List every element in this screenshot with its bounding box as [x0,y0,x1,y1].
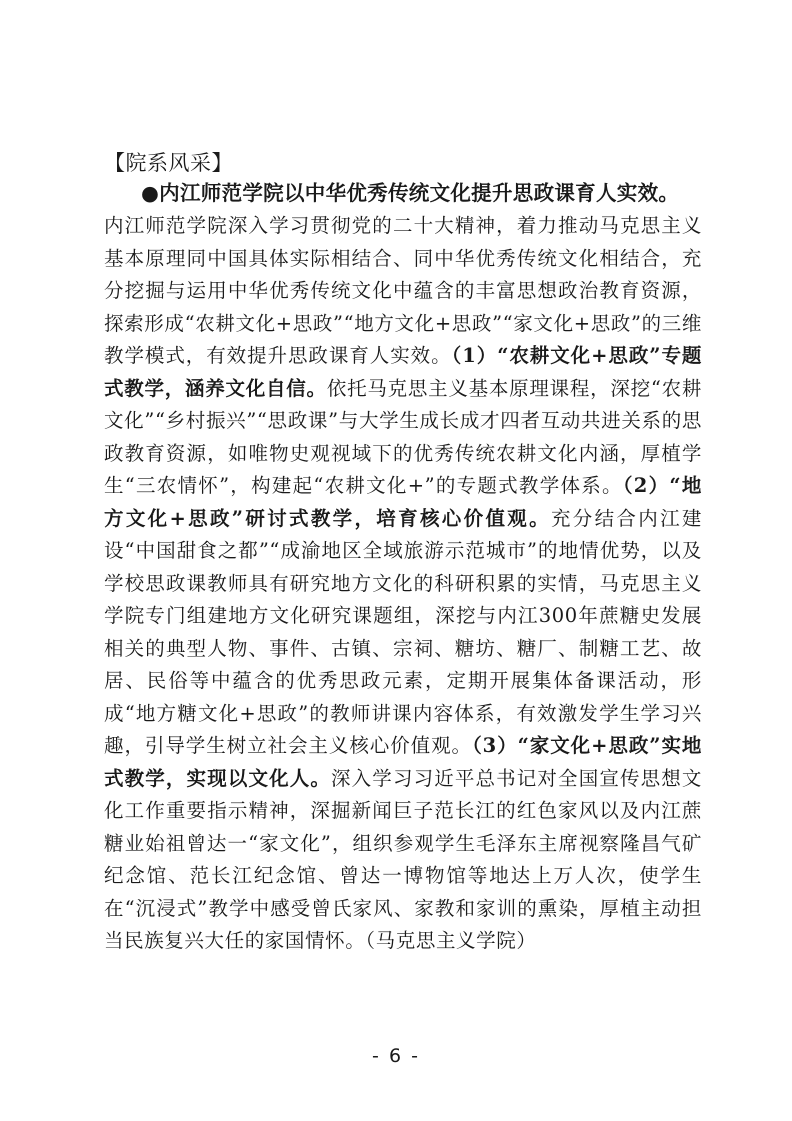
page-number: - 6 - [372,1045,420,1067]
intro-paragraph: 内江师范学院深入学习贯彻党的二十大精神，着力推动马克思主义基本原理同中国具体实际相结合、同中华优秀传统文化相结合，充分挖掘与运用中华优秀传统文化中蕴含的丰富思想政治教育资源，探索形成“农耕文化+思政”“地方文化+思政”“家文化+思政”的三维教学模式，有效提升思政课育人实效。 [104,214,702,367]
point2-title: （2）“地方文化+思政”研讨式教学，培育核心价值观。 [104,474,702,530]
point3-body: 深入学习习近平总书记对全国宣传思想文化工作重要指示精神，深掘新闻巨子范长江的红色家风以及内江蔗糖业始祖曾达一“家文化”，组织参观学生毛泽东主席视察隆昌气矿纪念馆、范长江纪念馆、曾达一博物馆等地达上万人次，使学生在“沉浸式”教学中感受曾氏家风、家教和家训的熏染，厚植主动担当民族复兴大任的家国情怀。（马克思主义学院） [104,766,702,952]
article-body [104,210,702,958]
point1-body: 依托马克思主义基本原理课程，深挖“农耕文化”“乡村振兴”“思政课”与大学生成长成才四者互动共进关系的思政教育资源，如唯物史观视域下的优秀传统农耕文化内涵，厚植学生“三农情怀”，构建起“农耕文化+”的专题式教学体系。 [104,376,703,497]
section-label: 【院系风采】 [104,151,233,175]
point1-title: （1）“农耕文化+思政”专题式教学，涵养文化自信。 [104,344,702,400]
news-headline: ●内江师范学院以中华优秀传统文化提升思政课育人实效。 [141,181,680,205]
point2-body: 充分结合内江建设“中国甜食之都”“成渝地区全域旅游示范城市”的地情优势，以及学校思政课教师具有研究地方文化的科研积累的实情，马克思主义学院专门组建地方文化研究课题组，深挖与内江300年蔗糖史发展相关的典型人物、事件、古镇、宗祠、糖坊、糖厂、制糖工艺、故居、民俗等中蕴含的优秀思政元素，定期开展集体备课活动，形成“地方糖文化+思政”的教师讲课内容体系，有效激发学生学习兴趣，引导学生树立社会主义核心价值观。 [104,506,703,757]
point3-title: （3）“家文化+思政”实地式教学，实现以文化人。 [104,734,702,790]
